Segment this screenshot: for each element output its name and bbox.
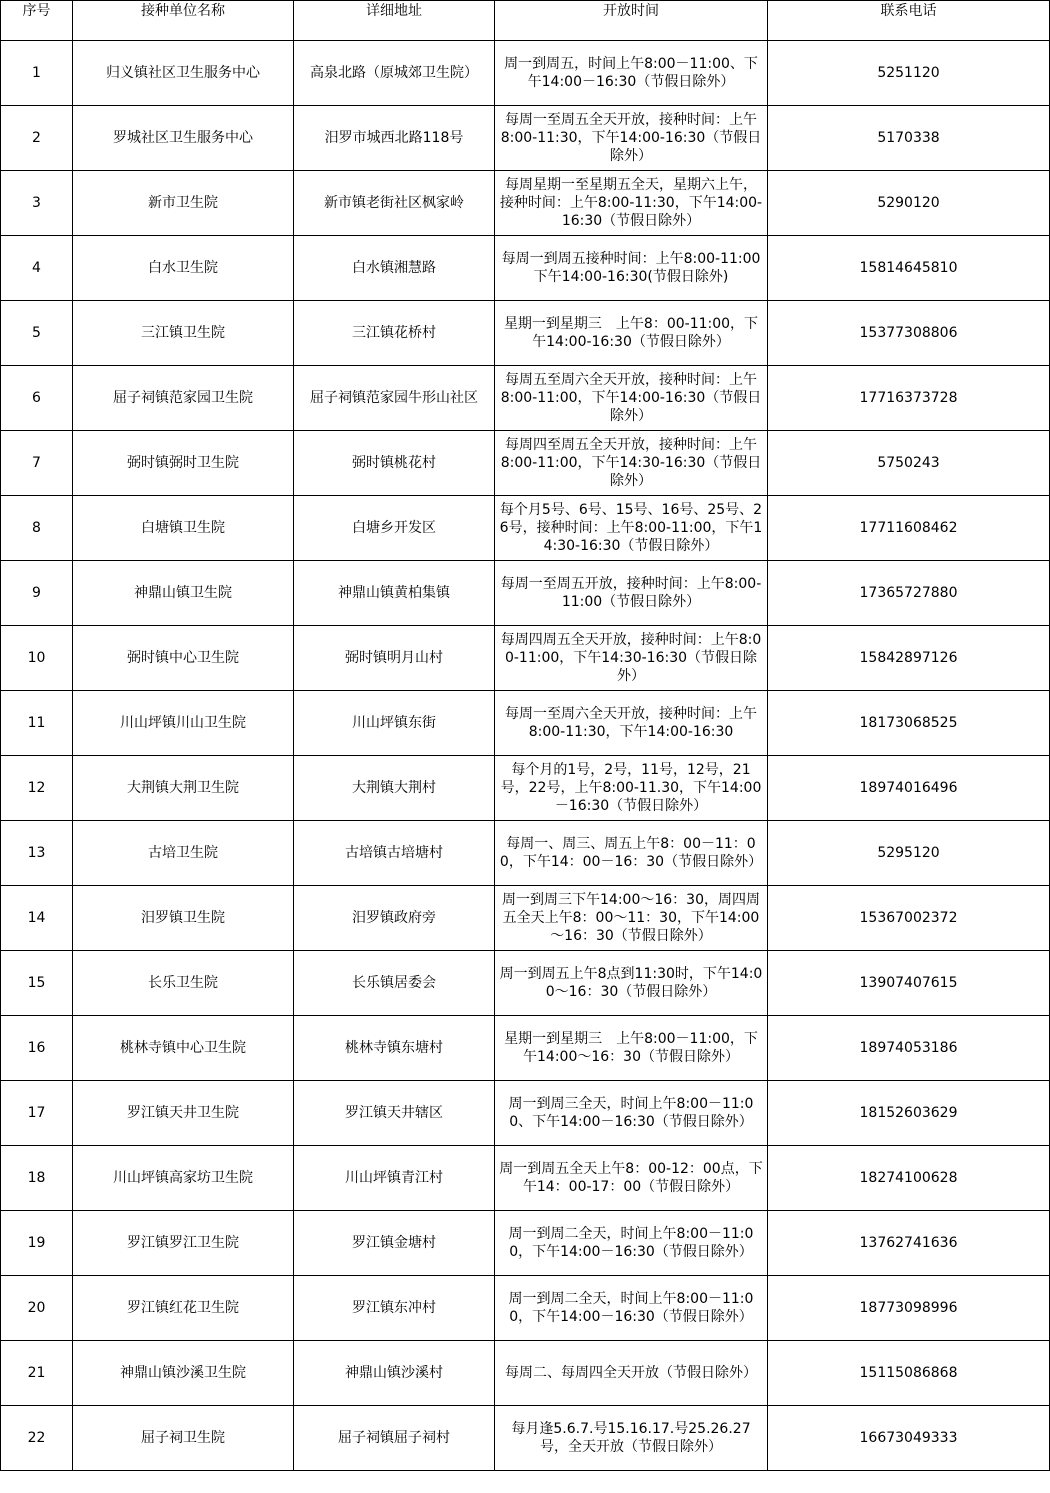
cell-no: 22 bbox=[1, 1406, 73, 1471]
cell-address: 高泉北路（原城郊卫生院） bbox=[294, 41, 495, 106]
cell-no: 9 bbox=[1, 561, 73, 626]
cell-address: 新市镇老街社区枫家岭 bbox=[294, 171, 495, 236]
table-row bbox=[1, 1341, 1050, 1406]
cell-address: 弼时镇明月山村 bbox=[294, 626, 495, 691]
table-row bbox=[1, 1016, 1050, 1081]
header-address: 详细地址 bbox=[294, 1, 495, 41]
cell-phone: 15377308806 bbox=[768, 301, 1050, 366]
cell-hours: 周一到周五全天上午8：00-12：00点，下午14：00-17：00（节假日除外） bbox=[495, 1146, 768, 1211]
table-row bbox=[1, 1146, 1050, 1211]
cell-phone: 15814645810 bbox=[768, 236, 1050, 301]
cell-phone: 15842897126 bbox=[768, 626, 1050, 691]
cell-phone: 5750243 bbox=[768, 431, 1050, 496]
cell-site-name: 汨罗镇卫生院 bbox=[73, 886, 294, 951]
table-row bbox=[1, 301, 1050, 366]
cell-address: 罗江镇东冲村 bbox=[294, 1276, 495, 1341]
cell-hours: 每周四周五全天开放，接种时间：上午8:00-11:00，下午14:30-16:30（节假日除外） bbox=[495, 626, 768, 691]
table-row bbox=[1, 1211, 1050, 1276]
cell-no: 11 bbox=[1, 691, 73, 756]
cell-no: 7 bbox=[1, 431, 73, 496]
cell-site-name: 桃林寺镇中心卫生院 bbox=[73, 1016, 294, 1081]
cell-site-name: 神鼎山镇卫生院 bbox=[73, 561, 294, 626]
cell-no: 4 bbox=[1, 236, 73, 301]
cell-phone: 17716373728 bbox=[768, 366, 1050, 431]
cell-site-name: 罗城社区卫生服务中心 bbox=[73, 106, 294, 171]
cell-address: 大荆镇大荆村 bbox=[294, 756, 495, 821]
cell-site-name: 川山坪镇川山卫生院 bbox=[73, 691, 294, 756]
cell-phone: 15115086868 bbox=[768, 1341, 1050, 1406]
cell-address: 白水镇湘慧路 bbox=[294, 236, 495, 301]
cell-no: 18 bbox=[1, 1146, 73, 1211]
cell-no: 3 bbox=[1, 171, 73, 236]
cell-site-name: 川山坪镇高家坊卫生院 bbox=[73, 1146, 294, 1211]
cell-site-name: 弼时镇中心卫生院 bbox=[73, 626, 294, 691]
cell-address: 川山坪镇东街 bbox=[294, 691, 495, 756]
cell-phone: 17365727880 bbox=[768, 561, 1050, 626]
table-row bbox=[1, 886, 1050, 951]
cell-address: 罗江镇天井辖区 bbox=[294, 1081, 495, 1146]
cell-address: 白塘乡开发区 bbox=[294, 496, 495, 561]
table-body bbox=[1, 41, 1050, 1471]
cell-no: 20 bbox=[1, 1276, 73, 1341]
cell-hours: 每周一、周三、周五上午8：00－11：00，下午14：00－16：30（节假日除外） bbox=[495, 821, 768, 886]
cell-no: 6 bbox=[1, 366, 73, 431]
table-row bbox=[1, 756, 1050, 821]
table-row bbox=[1, 626, 1050, 691]
cell-phone: 18152603629 bbox=[768, 1081, 1050, 1146]
cell-site-name: 罗江镇红花卫生院 bbox=[73, 1276, 294, 1341]
cell-hours: 每个月的1号，2号，11号，12号，21号，22号，上午8:00-11.30，下午14:00－16:30（节假日除外） bbox=[495, 756, 768, 821]
header-phone: 联系电话 bbox=[768, 1, 1050, 41]
cell-site-name: 大荆镇大荆卫生院 bbox=[73, 756, 294, 821]
cell-no: 8 bbox=[1, 496, 73, 561]
cell-site-name: 弼时镇弼时卫生院 bbox=[73, 431, 294, 496]
cell-address: 三江镇花桥村 bbox=[294, 301, 495, 366]
cell-address: 罗江镇金塘村 bbox=[294, 1211, 495, 1276]
cell-no: 17 bbox=[1, 1081, 73, 1146]
cell-phone: 5170338 bbox=[768, 106, 1050, 171]
cell-phone: 17711608462 bbox=[768, 496, 1050, 561]
cell-phone: 18974053186 bbox=[768, 1016, 1050, 1081]
table-row bbox=[1, 366, 1050, 431]
cell-address: 屈子祠镇屈子祠村 bbox=[294, 1406, 495, 1471]
table-row bbox=[1, 1276, 1050, 1341]
cell-no: 16 bbox=[1, 1016, 73, 1081]
table-row bbox=[1, 41, 1050, 106]
header-hours: 开放时间 bbox=[495, 1, 768, 41]
cell-phone: 5251120 bbox=[768, 41, 1050, 106]
cell-no: 15 bbox=[1, 951, 73, 1016]
cell-hours: 每周一至周六全天开放，接种时间：上午8:00-11:30，下午14:00-16:30 bbox=[495, 691, 768, 756]
cell-no: 19 bbox=[1, 1211, 73, 1276]
cell-site-name: 屈子祠镇范家园卫生院 bbox=[73, 366, 294, 431]
cell-hours: 星期一到星期三 上午8：00-11:00，下午14:00-16:30（节假日除外） bbox=[495, 301, 768, 366]
cell-no: 10 bbox=[1, 626, 73, 691]
cell-site-name: 罗江镇罗江卫生院 bbox=[73, 1211, 294, 1276]
cell-address: 长乐镇居委会 bbox=[294, 951, 495, 1016]
header-row bbox=[1, 1, 1050, 41]
cell-site-name: 长乐卫生院 bbox=[73, 951, 294, 1016]
table-row bbox=[1, 496, 1050, 561]
cell-hours: 每周一至周五全天开放，接种时间：上午8:00-11:30，下午14:00-16:30（节假日除外） bbox=[495, 106, 768, 171]
table-row bbox=[1, 171, 1050, 236]
cell-address: 汨罗镇政府旁 bbox=[294, 886, 495, 951]
cell-address: 屈子祠镇范家园牛形山社区 bbox=[294, 366, 495, 431]
table-row bbox=[1, 431, 1050, 496]
cell-hours: 每个月5号、6号、15号、16号、25号、26号，接种时间：上午8:00-11:00，下午14:30-16:30（节假日除外） bbox=[495, 496, 768, 561]
cell-site-name: 屈子祠卫生院 bbox=[73, 1406, 294, 1471]
table-row bbox=[1, 821, 1050, 886]
cell-phone: 18173068525 bbox=[768, 691, 1050, 756]
cell-hours: 每周四至周五全天开放，接种时间：上午8:00-11:00，下午14:30-16:30（节假日除外） bbox=[495, 431, 768, 496]
cell-no: 13 bbox=[1, 821, 73, 886]
cell-address: 神鼎山镇黄柏集镇 bbox=[294, 561, 495, 626]
cell-no: 2 bbox=[1, 106, 73, 171]
cell-site-name: 白水卫生院 bbox=[73, 236, 294, 301]
cell-phone: 13762741636 bbox=[768, 1211, 1050, 1276]
cell-phone: 5295120 bbox=[768, 821, 1050, 886]
table-row bbox=[1, 1406, 1050, 1471]
cell-phone: 13907407615 bbox=[768, 951, 1050, 1016]
cell-phone: 18974016496 bbox=[768, 756, 1050, 821]
cell-site-name: 归义镇社区卫生服务中心 bbox=[73, 41, 294, 106]
cell-address: 神鼎山镇沙溪村 bbox=[294, 1341, 495, 1406]
cell-phone: 18773098996 bbox=[768, 1276, 1050, 1341]
cell-phone: 5290120 bbox=[768, 171, 1050, 236]
cell-no: 21 bbox=[1, 1341, 73, 1406]
table-row bbox=[1, 106, 1050, 171]
table-row bbox=[1, 951, 1050, 1016]
cell-address: 汨罗市城西北路118号 bbox=[294, 106, 495, 171]
cell-hours: 星期一到星期三 上午8:00－11:00，下午14:00～16：30（节假日除外） bbox=[495, 1016, 768, 1081]
cell-hours: 每周五至周六全天开放，接种时间：上午8:00-11:00，下午14:00-16:30（节假日除外） bbox=[495, 366, 768, 431]
cell-address: 川山坪镇青江村 bbox=[294, 1146, 495, 1211]
cell-site-name: 白塘镇卫生院 bbox=[73, 496, 294, 561]
cell-no: 14 bbox=[1, 886, 73, 951]
cell-address: 古培镇古培塘村 bbox=[294, 821, 495, 886]
cell-site-name: 新市卫生院 bbox=[73, 171, 294, 236]
cell-site-name: 三江镇卫生院 bbox=[73, 301, 294, 366]
cell-hours: 周一到周五上午8点到11:30时，下午14:00～16：30（节假日除外） bbox=[495, 951, 768, 1016]
cell-hours: 周一到周二全天，时间上午8:00－11:00，下午14:00－16:30（节假日除外） bbox=[495, 1211, 768, 1276]
cell-no: 1 bbox=[1, 41, 73, 106]
cell-hours: 周一到周三全天，时间上午8:00－11:00、下午14:00－16:30（节假日除外） bbox=[495, 1081, 768, 1146]
table-row bbox=[1, 236, 1050, 301]
table-row bbox=[1, 691, 1050, 756]
cell-site-name: 罗江镇天井卫生院 bbox=[73, 1081, 294, 1146]
cell-address: 桃林寺镇东塘村 bbox=[294, 1016, 495, 1081]
cell-address: 弼时镇桃花村 bbox=[294, 431, 495, 496]
cell-hours: 每周星期一至星期五全天，星期六上午，接种时间：上午8:00-11:30，下午14:00-16:30（节假日除外） bbox=[495, 171, 768, 236]
cell-phone: 16673049333 bbox=[768, 1406, 1050, 1471]
table-row bbox=[1, 561, 1050, 626]
header-no: 序号 bbox=[1, 1, 73, 41]
cell-site-name: 神鼎山镇沙溪卫生院 bbox=[73, 1341, 294, 1406]
cell-site-name: 古培卫生院 bbox=[73, 821, 294, 886]
cell-hours: 周一到周五，时间上午8:00－11:00、下午14:00－16:30（节假日除外） bbox=[495, 41, 768, 106]
cell-phone: 18274100628 bbox=[768, 1146, 1050, 1211]
cell-hours: 每月逢5.6.7.号15.16.17.号25.26.27号，全天开放（节假日除外） bbox=[495, 1406, 768, 1471]
cell-no: 5 bbox=[1, 301, 73, 366]
table-row bbox=[1, 1081, 1050, 1146]
cell-hours: 每周一至周五开放，接种时间：上午8:00-11:00（节假日除外） bbox=[495, 561, 768, 626]
cell-phone: 15367002372 bbox=[768, 886, 1050, 951]
cell-hours: 周一到周三下午14:00～16：30，周四周五全天上午8：00～11：30，下午14:00～16：30（节假日除外） bbox=[495, 886, 768, 951]
cell-hours: 周一到周二全天，时间上午8:00－11:00，下午14:00－16:30（节假日除外） bbox=[495, 1276, 768, 1341]
header-site-name: 接种单位名称 bbox=[73, 1, 294, 41]
cell-no: 12 bbox=[1, 756, 73, 821]
cell-hours: 每周一到周五接种时间：上午8:00-11:00下午14:00-16:30(节假日除外) bbox=[495, 236, 768, 301]
cell-hours: 每周二、每周四全天开放（节假日除外） bbox=[495, 1341, 768, 1406]
